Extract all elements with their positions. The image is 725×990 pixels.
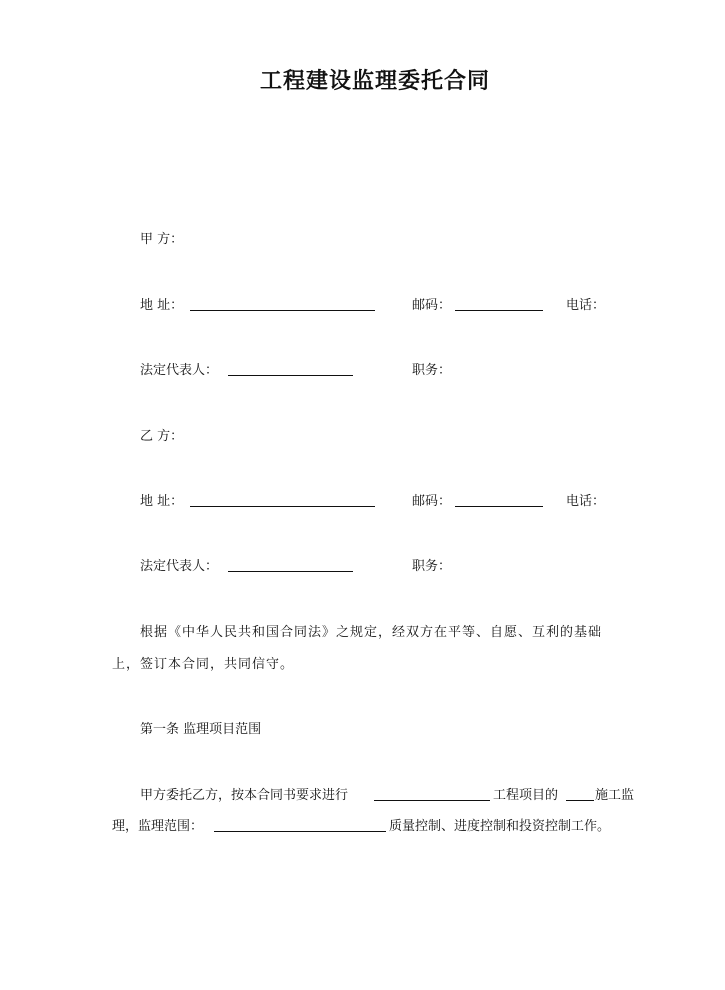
party-a-legal-rep-field[interactable] <box>228 363 353 381</box>
party-a-position-label: 职务： <box>412 363 452 378</box>
article-1-line-2-end: 质量控制、进度控制和投资控制工作。 <box>389 819 611 834</box>
article-1-line-1-middle: 工程项目的 <box>493 788 559 803</box>
article-1-line-1-end: 施工监 <box>595 788 635 803</box>
party-a-phone-label: 电话： <box>566 298 606 313</box>
party-a-label: 甲 方： <box>140 232 184 247</box>
party-b-address-label: 地 址： <box>140 494 184 509</box>
preamble-line-2: 上，签订本合同，共同信守。 <box>112 657 295 672</box>
article-1-line-2-start: 理，监理范围： <box>112 819 204 834</box>
article-1-heading: 第一条 监理项目范围 <box>140 722 262 737</box>
supervision-scope-field[interactable] <box>214 819 386 837</box>
party-a-legal-rep-label: 法定代表人： <box>140 363 219 378</box>
party-b-postcode-label: 邮码： <box>412 494 452 509</box>
party-b-address-field[interactable] <box>190 494 375 512</box>
party-a-postcode-label: 邮码： <box>412 298 452 313</box>
article-1-line-1-start: 甲方委托乙方，按本合同书要求进行 <box>140 788 349 803</box>
party-b-position-label: 职务： <box>412 559 452 574</box>
party-a-address-field[interactable] <box>190 298 375 316</box>
supervision-phase-field[interactable] <box>566 788 594 806</box>
party-a-postcode-field[interactable] <box>455 298 543 316</box>
party-b-legal-rep-label: 法定代表人： <box>140 559 219 574</box>
party-b-legal-rep-field[interactable] <box>228 559 353 577</box>
project-name-field[interactable] <box>374 788 490 806</box>
preamble-line-1: 根据《中华人民共和国合同法》之规定，经双方在平等、自愿、互利的基础 <box>140 625 603 640</box>
party-b-phone-label: 电话： <box>566 494 606 509</box>
document-title: 工程建设监理委托合同 <box>259 69 490 94</box>
party-b-label: 乙 方： <box>140 429 184 444</box>
party-a-address-label: 地 址： <box>140 298 184 313</box>
party-b-postcode-field[interactable] <box>455 494 543 512</box>
